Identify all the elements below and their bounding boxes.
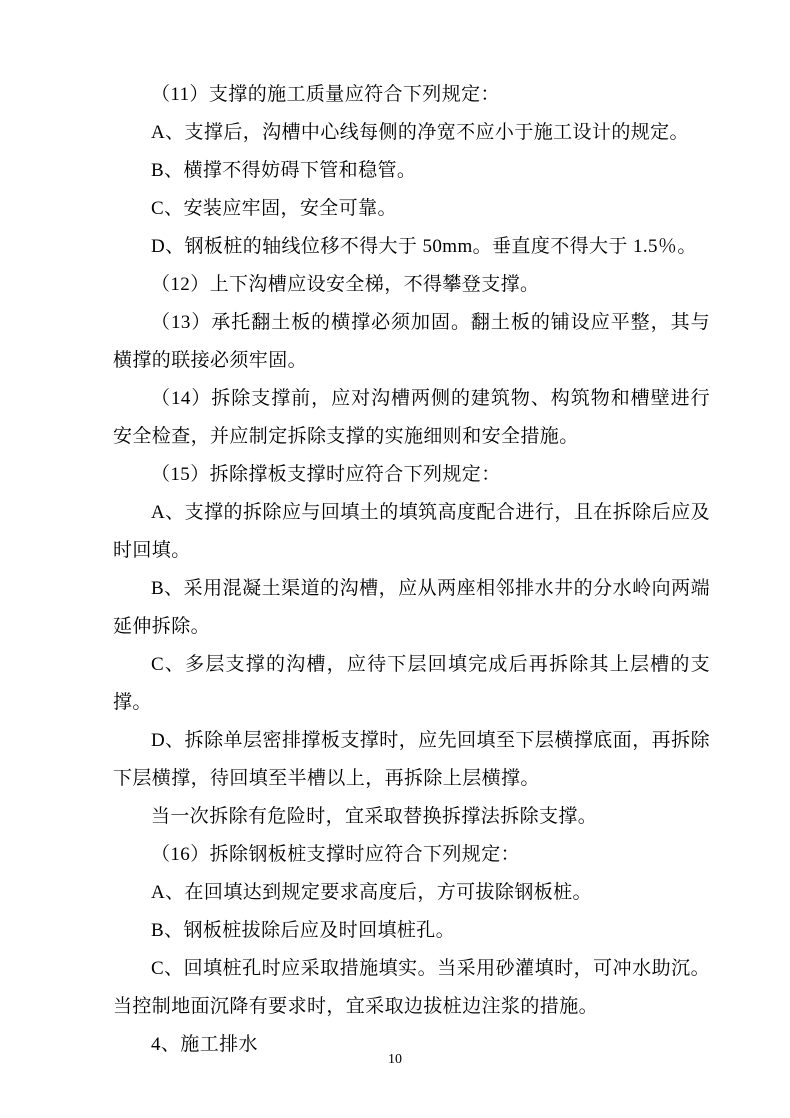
paragraph-item-15-d: D、拆除单层密排撑板支撑时，应先回填至下层横撑底面，再拆除下层横撑，待回填至半槽以上，再拆除上层横撑。 [113,730,710,789]
paragraph-item-11-c: C、安装应牢固，安全可靠。 [151,198,397,219]
paragraph-item-15-note: 当一次拆除有危险时，宜采取替换拆撑法拆除支撑。 [151,806,598,827]
paragraph-item-15-c: C、多层支撑的沟槽，应待下层回填完成后再拆除其上层槽的支撑。 [113,654,710,713]
paragraph-item-16-b: B、钢板桩拔除后应及时回填桩孔。 [151,920,456,941]
paragraph-item-15-heading: （15）拆除撑板支撑时应符合下列规定： [151,464,501,485]
paragraph-item-12: （12）上下沟槽应设安全梯，不得攀登支撑。 [151,274,540,295]
paragraph-item-11-b: B、横撑不得妨碍下管和稳管。 [151,160,417,181]
paragraph-item-11-a: A、支撑后，沟槽中心线每侧的净宽不应小于施工设计的规定。 [151,122,689,143]
paragraph-item-14: （14）拆除支撑前，应对沟槽两侧的建筑物、构筑物和槽壁进行安全检查，并应制定拆除支撑的实施细则和安全措施。 [113,388,710,447]
paragraph-item-15-a: A、支撑的拆除应与回填土的填筑高度配合进行，且在拆除后应及时回填。 [113,502,710,561]
page-number: 10 [388,1052,402,1067]
paragraph-item-13: （13）承托翻土板的横撑必须加固。翻土板的铺设应平整，其与横撑的联接必须牢固。 [113,312,710,371]
paragraph-item-15-b: B、采用混凝土渠道的沟槽，应从两座相邻排水井的分水岭向两端延伸拆除。 [113,578,710,637]
paragraph-section-4-heading: 4、施工排水 [151,1034,258,1055]
document-body [113,76,710,1064]
paragraph-item-16-c: C、回填桩孔时应采取措施填实。当采用砂灌填时，可冲水助沉。当控制地面沉降有要求时，宜采取边拔桩边注浆的措施。 [113,958,710,1017]
paragraph-item-11-d: D、钢板桩的轴线位移不得大于 50mm。垂直度不得大于 1.5％。 [151,236,697,257]
paragraph-item-11-heading: （11）支撑的施工质量应符合下列规定： [151,84,500,105]
paragraph-item-16-heading: （16）拆除钢板桩支撑时应符合下列规定： [151,844,521,865]
paragraph-item-16-a: A、在回填达到规定要求高度后，方可拔除钢板桩。 [151,882,592,903]
